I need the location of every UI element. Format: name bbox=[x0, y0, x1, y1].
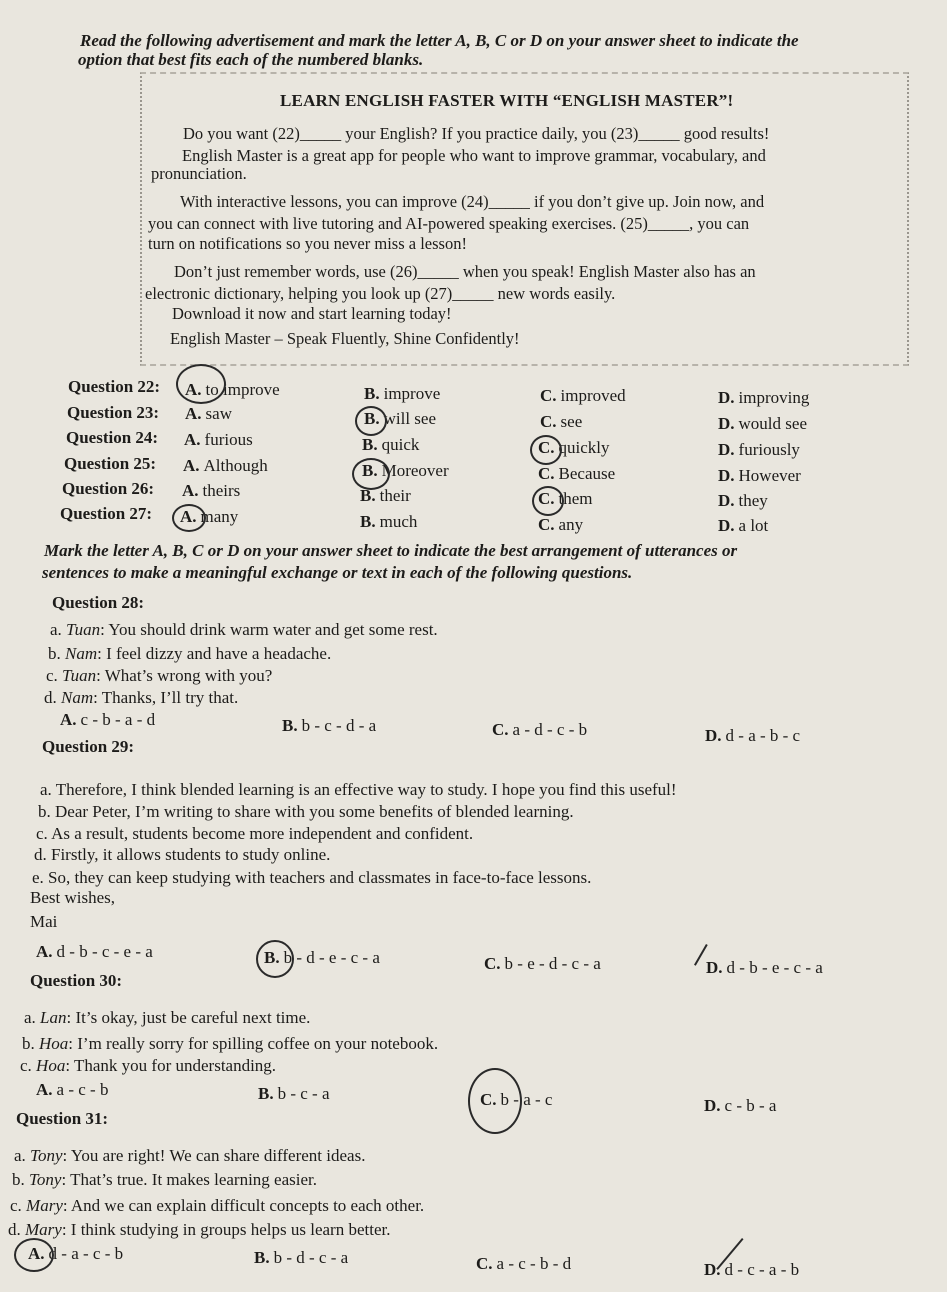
q31-line-c: c. Mary: And we can explain difficult concepts to each other. bbox=[10, 1196, 425, 1215]
q29-line-e: e. So, they can keep studying with teachers and classmates in face-to-face lessons. bbox=[32, 868, 592, 887]
q29-option-b[interactable]: B. b - d - e - c - a bbox=[264, 948, 380, 967]
q26-option-c[interactable]: C. them bbox=[538, 489, 593, 508]
ad-line: Do you want (22)_____ your English? If you practice daily, you (23)_____ good results! bbox=[183, 124, 770, 143]
q28-option-c[interactable]: C. a - d - c - b bbox=[492, 720, 588, 739]
q31-option-a[interactable]: A. d - a - c - b bbox=[28, 1244, 124, 1263]
q28-option-a[interactable]: A. c - b - a - d bbox=[60, 710, 156, 729]
q23-option-b[interactable]: B. will see bbox=[364, 409, 436, 428]
q31-line-b: b. Tony: That’s true. It makes learning easier. bbox=[12, 1170, 318, 1189]
q31-option-d[interactable]: D. d - c - a - b bbox=[704, 1260, 800, 1279]
q29-line-a: a. Therefore, I think blended learning is an effective way to study. I hope you find this useful! bbox=[40, 780, 677, 799]
ad-line: With interactive lessons, you can improve (24)_____ if you don’t give up. Join now, and bbox=[180, 192, 765, 211]
q25-option-c[interactable]: C. Because bbox=[538, 464, 616, 483]
q31-line-a: a. Tony: You are right! We can share different ideas. bbox=[14, 1146, 366, 1165]
q29-line-c: c. As a result, students become more independent and confident. bbox=[36, 824, 474, 843]
q29-option-c[interactable]: C. b - e - d - c - a bbox=[484, 954, 601, 973]
instruction-line-1: Read the following advertisement and mark the letter A, B, C or D on your answer sheet to indicate the bbox=[80, 31, 799, 50]
q29-line-b: b. Dear Peter, I’m writing to share with you some benefits of blended learning. bbox=[38, 802, 574, 821]
question-23-label: Question 23: bbox=[67, 403, 160, 422]
answer-circle-mark bbox=[176, 364, 226, 404]
q28-line-a: a. Tuan: You should drink warm water and get some rest. bbox=[50, 620, 438, 639]
answer-circle-mark bbox=[468, 1068, 522, 1134]
answer-circle-mark bbox=[355, 406, 387, 436]
ad-line: English Master is a great app for people who want to improve grammar, vocabulary, and bbox=[182, 146, 766, 165]
question-28-label: Question 28: bbox=[52, 593, 145, 612]
question-26-label: Question 26: bbox=[62, 479, 155, 498]
q30-line-a: a. Lan: It’s okay, just be careful next time. bbox=[24, 1008, 311, 1027]
q30-option-c[interactable]: C. b - a - c bbox=[480, 1090, 553, 1109]
q24-option-a[interactable]: A. furious bbox=[184, 430, 253, 449]
question-29-label: Question 29: bbox=[42, 737, 135, 756]
q28-option-d[interactable]: D. d - a - b - c bbox=[705, 726, 801, 745]
q31-option-c[interactable]: C. a - c - b - d bbox=[476, 1254, 572, 1273]
q29-option-a[interactable]: A. d - b - c - e - a bbox=[36, 942, 153, 961]
q26-option-d[interactable]: D. they bbox=[718, 491, 768, 510]
q29-signature: Mai bbox=[30, 912, 58, 931]
question-31-label: Question 31: bbox=[16, 1109, 109, 1128]
question-22-label: Question 22: bbox=[68, 377, 161, 396]
q24-option-b[interactable]: B. quick bbox=[362, 435, 420, 454]
answer-circle-mark bbox=[352, 458, 390, 490]
q23-option-a[interactable]: A. saw bbox=[185, 404, 232, 423]
ad-line: turn on notifications so you never miss a lesson! bbox=[148, 234, 467, 253]
q30-option-b[interactable]: B. b - c - a bbox=[258, 1084, 330, 1103]
q27-option-b[interactable]: B. much bbox=[360, 512, 418, 531]
q22-option-c[interactable]: C. improved bbox=[540, 386, 626, 405]
q28-line-d: d. Nam: Thanks, I’ll try that. bbox=[44, 688, 239, 707]
ad-line: you can connect with live tutoring and AI-powered speaking exercises. (25)_____, you can bbox=[148, 214, 750, 233]
question-25-label: Question 25: bbox=[64, 454, 157, 473]
ad-title: LEARN ENGLISH FASTER WITH “ENGLISH MASTER”! bbox=[280, 91, 734, 110]
answer-circle-mark bbox=[172, 504, 206, 532]
q29-closing: Best wishes, bbox=[30, 888, 115, 907]
ad-line: pronunciation. bbox=[151, 164, 247, 183]
question-30-label: Question 30: bbox=[30, 971, 123, 990]
q27-option-d[interactable]: D. a lot bbox=[718, 516, 769, 535]
answer-circle-mark bbox=[256, 940, 294, 978]
q26-option-b[interactable]: B. their bbox=[360, 486, 411, 505]
instruction-line-2: option that best fits each of the numbered blanks. bbox=[78, 50, 424, 69]
q30-line-b: b. Hoa: I’m really sorry for spilling coffee on your notebook. bbox=[22, 1034, 439, 1053]
q22-option-b[interactable]: B. improve bbox=[364, 384, 441, 403]
q24-option-c[interactable]: C. quickly bbox=[538, 438, 610, 457]
answer-circle-mark bbox=[532, 486, 564, 516]
q30-line-c: c. Hoa: Thank you for understanding. bbox=[20, 1056, 277, 1075]
q26-option-a[interactable]: A. theirs bbox=[182, 481, 241, 500]
q25-option-b[interactable]: B. Moreover bbox=[362, 461, 449, 480]
ad-line: Download it now and start learning today! bbox=[172, 304, 452, 323]
ad-line: electronic dictionary, helping you look up (27)_____ new words easily. bbox=[145, 284, 616, 303]
q27-option-c[interactable]: C. any bbox=[538, 515, 584, 534]
q22-option-d[interactable]: D. improving bbox=[718, 388, 810, 407]
ad-line: English Master – Speak Fluently, Shine Confidently! bbox=[170, 329, 520, 348]
q29-line-d: d. Firstly, it allows students to study online. bbox=[34, 845, 331, 864]
q25-option-d[interactable]: D. However bbox=[718, 466, 801, 485]
q22-option-a[interactable]: A. to improve bbox=[185, 380, 280, 399]
answer-circle-mark bbox=[530, 435, 562, 465]
q23-option-c[interactable]: C. see bbox=[540, 412, 583, 431]
q29-option-d[interactable]: D. d - b - e - c - a bbox=[706, 958, 823, 977]
q28-line-b: b. Nam: I feel dizzy and have a headache. bbox=[48, 644, 332, 663]
q28-option-b[interactable]: B. b - c - d - a bbox=[282, 716, 377, 735]
instruction-line-4: sentences to make a meaningful exchange or text in each of the following questions. bbox=[42, 563, 633, 582]
answer-circle-mark bbox=[14, 1238, 54, 1272]
ad-line: Don’t just remember words, use (26)_____ when you speak! English Master also has an bbox=[174, 262, 756, 281]
question-24-label: Question 24: bbox=[66, 428, 159, 447]
q25-option-a[interactable]: A. Although bbox=[183, 456, 268, 475]
q31-line-d: d. Mary: I think studying in groups helps us learn better. bbox=[8, 1220, 391, 1239]
instruction-line-3: Mark the letter A, B, C or D on your answer sheet to indicate the best arrangement of utterances or bbox=[44, 541, 738, 560]
q27-option-a[interactable]: A. many bbox=[180, 507, 239, 526]
q31-option-b[interactable]: B. b - d - c - a bbox=[254, 1248, 349, 1267]
q30-option-a[interactable]: A. a - c - b bbox=[36, 1080, 109, 1099]
q24-option-d[interactable]: D. furiously bbox=[718, 440, 800, 459]
question-27-label: Question 27: bbox=[60, 504, 153, 523]
q30-option-d[interactable]: D. c - b - a bbox=[704, 1096, 777, 1115]
q23-option-d[interactable]: D. would see bbox=[718, 414, 807, 433]
q28-line-c: c. Tuan: What’s wrong with you? bbox=[46, 666, 273, 685]
